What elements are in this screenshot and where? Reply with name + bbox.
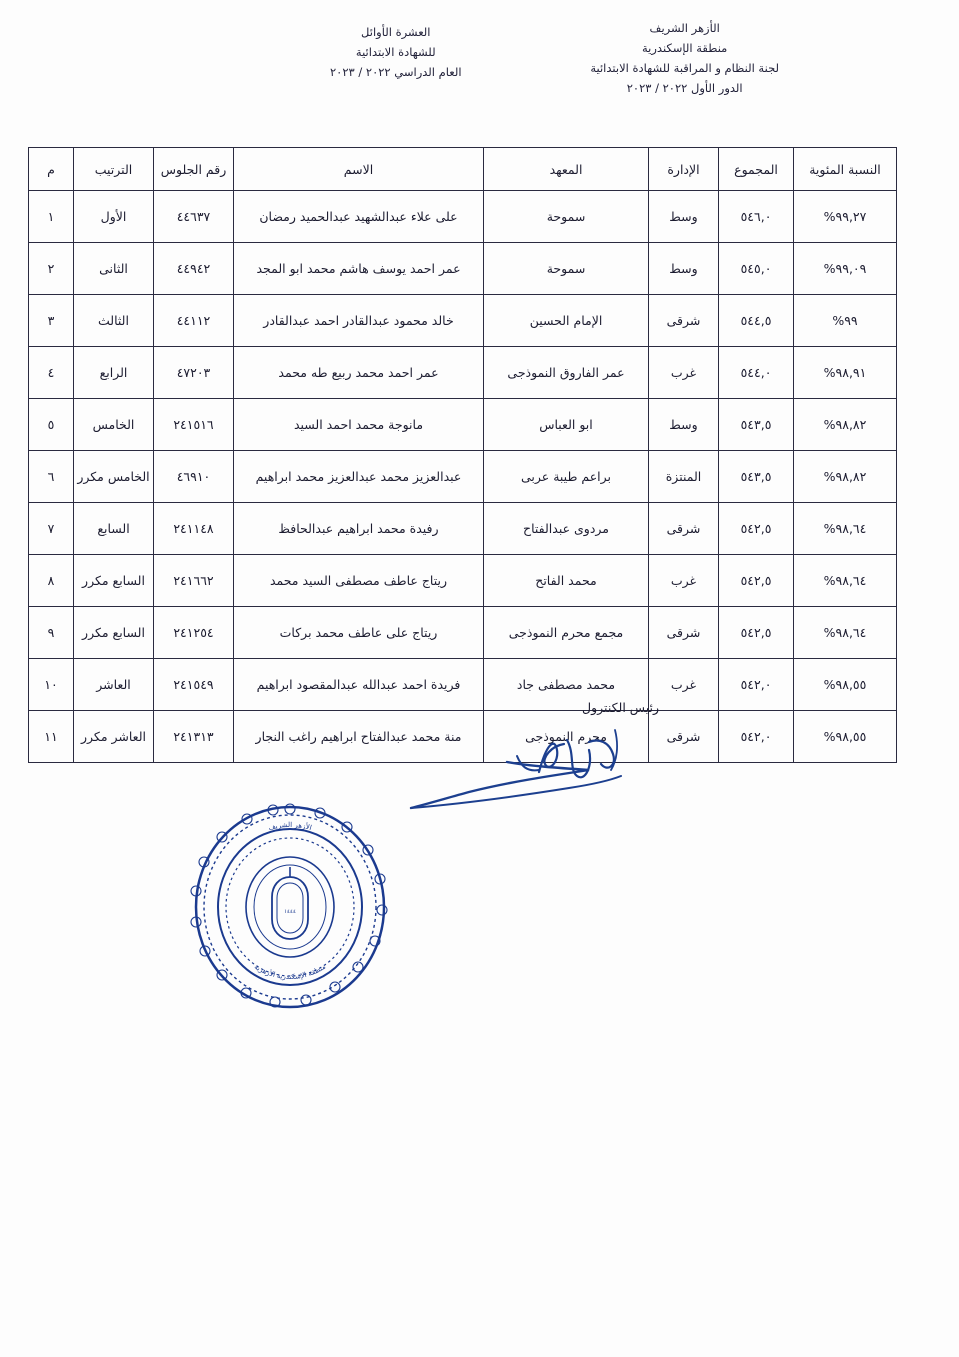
- cell-seat: ٤٤٩٤٢: [154, 243, 234, 295]
- table-row: [29, 243, 897, 295]
- cell-idara: شرقى: [649, 503, 719, 555]
- cell-total: ٥٤٢,٥: [719, 555, 794, 607]
- cell-name: مانوجة محمد احمد السيد: [234, 399, 484, 451]
- cell-order: السابع مكرر: [74, 555, 154, 607]
- cell-name: رفيدة محمد ابراهيم عبدالحافظ: [234, 503, 484, 555]
- cell-school: عمر الفاروق النموذجى: [484, 347, 649, 399]
- handwritten-signature: [399, 720, 729, 830]
- cell-order: العاشر: [74, 659, 154, 711]
- cell-serial: ٦: [29, 451, 74, 503]
- cell-idara: غرب: [649, 347, 719, 399]
- cell-school: مجمع محرم النموذجى: [484, 607, 649, 659]
- cell-idara: شرقى: [649, 295, 719, 347]
- signature-ink: [399, 720, 729, 830]
- table-row: [29, 659, 897, 711]
- cell-total: ٥٤٢,٠: [719, 711, 794, 763]
- cell-serial: ١٠: [29, 659, 74, 711]
- table-row: [29, 555, 897, 607]
- table-row: [29, 503, 897, 555]
- cell-school: مردوى عبدالفتاح: [484, 503, 649, 555]
- cell-name: على علاء عبدالشهيد عبدالحميد رمضان: [234, 191, 484, 243]
- cell-name: عمر احمد يوسف هاشم محمد ابو المجد: [234, 243, 484, 295]
- column-header-order: الترتيب: [74, 148, 154, 191]
- cell-seat: ٤٧٢٠٣: [154, 347, 234, 399]
- table-row: [29, 451, 897, 503]
- column-header-school: المعهد: [484, 148, 649, 191]
- cell-total: ٥٤٦,٠: [719, 191, 794, 243]
- cell-ratio: ٩٩%: [794, 295, 897, 347]
- header-line-committee: لجنة النظام و المراقبة للشهادة الابتدائية: [590, 61, 779, 76]
- cell-school: سموحة: [484, 243, 649, 295]
- table-row: [29, 399, 897, 451]
- cell-ratio: ٩٨,٨٢%: [794, 399, 897, 451]
- header-right-block: [590, 18, 779, 99]
- cell-name: منة محمد عبدالفتاح ابراهيم راغب النجار: [234, 711, 484, 763]
- official-stamp: [185, 795, 395, 1020]
- cell-ratio: ٩٨,٦٤%: [794, 555, 897, 607]
- cell-total: ٥٤٢,٠: [719, 659, 794, 711]
- cell-seat: ٤٦٩١٠: [154, 451, 234, 503]
- cell-serial: ٤: [29, 347, 74, 399]
- cell-seat: ٢٤١١٤٨: [154, 503, 234, 555]
- results-table: [28, 147, 897, 763]
- document-header: [0, 10, 959, 100]
- cell-ratio: ٩٩,٠٩%: [794, 243, 897, 295]
- cell-school: محمد مصطفى جاد: [484, 659, 649, 711]
- cell-order: الخامس: [74, 399, 154, 451]
- table-header-row: [29, 148, 897, 191]
- header-left-block: [330, 22, 462, 82]
- cell-seat: ٤٤١١٢: [154, 295, 234, 347]
- cell-name: عمر احمد محمد ربيع طه محمد: [234, 347, 484, 399]
- cell-seat: ٢٤١٦٦٢: [154, 555, 234, 607]
- cell-serial: ١١: [29, 711, 74, 763]
- table-row: [29, 607, 897, 659]
- header-line-region: منطقة الإسكندرية: [642, 41, 728, 56]
- cell-idara: وسط: [649, 399, 719, 451]
- cell-ratio: ٩٨,٥٥%: [794, 659, 897, 711]
- table-row: [29, 295, 897, 347]
- cell-order: السابع: [74, 503, 154, 555]
- cell-order: الثانى: [74, 243, 154, 295]
- stamp-graphic: [185, 795, 395, 1020]
- signature-title: رئيس الكنترول: [582, 700, 659, 715]
- cell-seat: ٢٤١٥٤٩: [154, 659, 234, 711]
- cell-idara: وسط: [649, 191, 719, 243]
- cell-seat: ٢٤١٥١٦: [154, 399, 234, 451]
- cell-order: العاشر مكرر: [74, 711, 154, 763]
- cell-serial: ٨: [29, 555, 74, 607]
- cell-order: الأول: [74, 191, 154, 243]
- table-row: [29, 191, 897, 243]
- cell-idara: شرقى: [649, 607, 719, 659]
- cell-ratio: ٩٨,٥٥%: [794, 711, 897, 763]
- cell-name: ريتاج على عاطف محمد بركات: [234, 607, 484, 659]
- cell-order: الخامس مكرر: [74, 451, 154, 503]
- header-line-session: الدور الأول ٢٠٢٢ / ٢٠٢٣: [626, 81, 743, 96]
- cell-school: براعم طيبة عربى: [484, 451, 649, 503]
- cell-total: ٥٤٢,٥: [719, 607, 794, 659]
- cell-idara: المنتزة: [649, 451, 719, 503]
- column-header-name: الاسم: [234, 148, 484, 191]
- cell-ratio: ٩٩,٢٧%: [794, 191, 897, 243]
- cell-idara: وسط: [649, 243, 719, 295]
- svg-text:منطقة الإسكندرية الأزهرية: منطقة الإسكندرية الأزهرية: [252, 962, 328, 982]
- cell-ratio: ٩٨,٦٤%: [794, 503, 897, 555]
- cell-ratio: ٩٨,٨٢%: [794, 451, 897, 503]
- header-line-top-ten: العشرة الأوائل: [361, 25, 431, 39]
- cell-school: محمد الفاتح: [484, 555, 649, 607]
- cell-seat: ٢٤١٢٥٤: [154, 607, 234, 659]
- svg-text:الأزهر الشريف: الأزهر الشريف: [267, 820, 313, 833]
- cell-serial: ٥: [29, 399, 74, 451]
- cell-order: الثالث: [74, 295, 154, 347]
- table-row: [29, 347, 897, 399]
- header-line-authority: الأزهر الشريف: [649, 21, 720, 35]
- cell-seat: ٤٤٦٣٧: [154, 191, 234, 243]
- cell-school: محرم النموذجى: [484, 711, 649, 763]
- cell-serial: ١: [29, 191, 74, 243]
- header-line-academic-year: العام الدراسي ٢٠٢٢ / ٢٠٢٣: [330, 65, 462, 80]
- cell-order: الرابع: [74, 347, 154, 399]
- cell-idara: غرب: [649, 555, 719, 607]
- cell-name: عبدالعزيز محمد عبدالعزيز محمد ابراهيم: [234, 451, 484, 503]
- svg-text:١٤٤٤: ١٤٤٤: [284, 909, 296, 915]
- cell-total: ٥٤٤,٥: [719, 295, 794, 347]
- header-line-certificate: للشهادة الابتدائية: [355, 45, 436, 60]
- cell-ratio: ٩٨,٦٤%: [794, 607, 897, 659]
- cell-name: ريتاج عاطف مصطفى السيد محمد: [234, 555, 484, 607]
- cell-order: السابع مكرر: [74, 607, 154, 659]
- cell-idara: غرب: [649, 659, 719, 711]
- cell-total: ٥٤٣,٥: [719, 451, 794, 503]
- column-header-seat: رقم الجلوس: [154, 148, 234, 191]
- cell-total: ٥٤٥,٠: [719, 243, 794, 295]
- cell-ratio: ٩٨,٩١%: [794, 347, 897, 399]
- column-header-ratio: النسبة المئوية: [794, 148, 897, 191]
- cell-total: ٥٤٢,٥: [719, 503, 794, 555]
- column-header-idara: الإدارة: [649, 148, 719, 191]
- cell-seat: ٢٤١٣١٣: [154, 711, 234, 763]
- cell-serial: ٣: [29, 295, 74, 347]
- cell-name: خالد محمود عبدالقادر احمد عبدالقادر: [234, 295, 484, 347]
- cell-total: ٥٤٤,٠: [719, 347, 794, 399]
- cell-idara: شرقى: [649, 711, 719, 763]
- cell-total: ٥٤٣,٥: [719, 399, 794, 451]
- column-header-serial: م: [29, 148, 74, 191]
- cell-school: ابو العباس: [484, 399, 649, 451]
- cell-serial: ٩: [29, 607, 74, 659]
- cell-school: سموحة: [484, 191, 649, 243]
- column-header-total: المجموع: [719, 148, 794, 191]
- cell-name: فريدة احمد عبدالله عبدالمقصود ابراهيم: [234, 659, 484, 711]
- cell-serial: ٢: [29, 243, 74, 295]
- cell-school: الإمام الحسين: [484, 295, 649, 347]
- cell-serial: ٧: [29, 503, 74, 555]
- results-table-container: [44, 147, 897, 763]
